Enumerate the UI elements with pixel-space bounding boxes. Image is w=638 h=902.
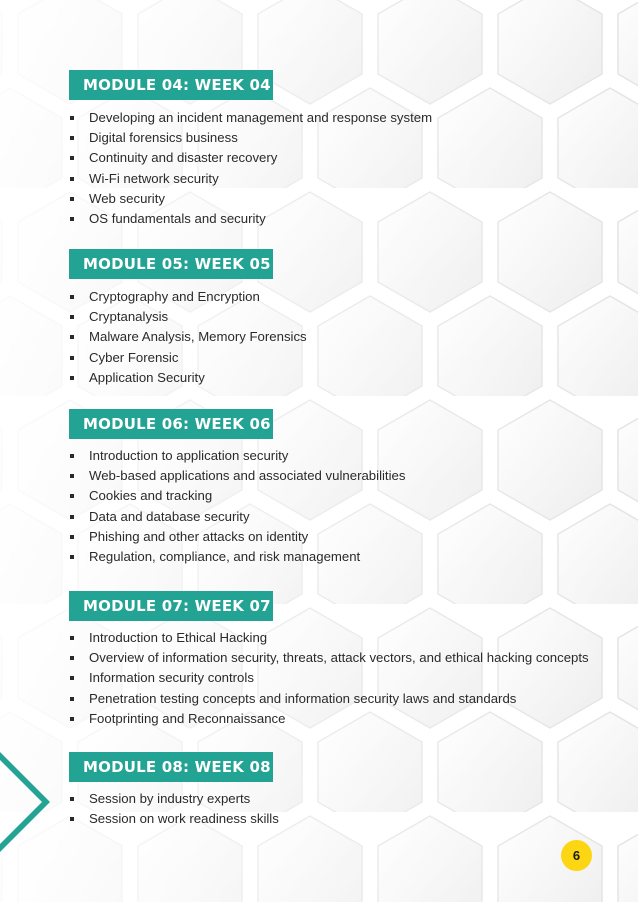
bullet-icon: [70, 116, 74, 120]
list-item: Phishing and other attacks on identity: [70, 527, 405, 547]
bullet-icon: [70, 335, 74, 339]
module-07-header: MODULE 07: WEEK 07: [69, 591, 273, 621]
list-item: Information security controls: [70, 668, 589, 688]
list-item: Data and database security: [70, 507, 405, 527]
list-item: Digital forensics business: [70, 128, 432, 148]
list-item: Session by industry experts: [70, 789, 279, 809]
bullet-icon: [70, 136, 74, 140]
list-item: Introduction to Ethical Hacking: [70, 628, 589, 648]
bullet-icon: [70, 376, 74, 380]
list-item: Web security: [70, 189, 432, 209]
list-item: Malware Analysis, Memory Forensics: [70, 327, 307, 347]
module-08-header: MODULE 08: WEEK 08: [69, 752, 273, 782]
list-item: Cryptography and Encryption: [70, 287, 307, 307]
module-06-header: MODULE 06: WEEK 06: [69, 409, 273, 439]
list-item: Cryptanalysis: [70, 307, 307, 327]
module-07-topic-list: [70, 628, 589, 729]
list-item: Cookies and tracking: [70, 486, 405, 506]
bullet-icon: [70, 177, 74, 181]
bullet-icon: [70, 535, 74, 539]
bullet-icon: [70, 817, 74, 821]
module-05-header: MODULE 05: WEEK 05: [69, 249, 273, 279]
list-item: Session on work readiness skills: [70, 809, 279, 829]
bullet-icon: [70, 656, 74, 660]
list-item: Penetration testing concepts and information security laws and standards: [70, 689, 589, 709]
bullet-icon: [70, 555, 74, 559]
page-number-badge: 6: [561, 840, 592, 871]
bullet-icon: [70, 494, 74, 498]
bullet-icon: [70, 454, 74, 458]
bullet-icon: [70, 717, 74, 721]
bullet-icon: [70, 515, 74, 519]
list-item: Regulation, compliance, and risk management: [70, 547, 405, 567]
list-item: Application Security: [70, 368, 307, 388]
bullet-icon: [70, 676, 74, 680]
module-08-topic-list: [70, 789, 279, 829]
bullet-icon: [70, 797, 74, 801]
module-06-topic-list: [70, 446, 405, 567]
chevron-right-icon: [0, 752, 60, 862]
list-item: Continuity and disaster recovery: [70, 148, 432, 168]
bullet-icon: [70, 636, 74, 640]
list-item: Wi-Fi network security: [70, 169, 432, 189]
bullet-icon: [70, 295, 74, 299]
list-item: Developing an incident management and response system: [70, 108, 432, 128]
list-item: Overview of information security, threats, attack vectors, and ethical hacking concepts: [70, 648, 589, 668]
bullet-icon: [70, 474, 74, 478]
bullet-icon: [70, 197, 74, 201]
list-item: Cyber Forensic: [70, 348, 307, 368]
list-item: Web-based applications and associated vulnerabilities: [70, 466, 405, 486]
module-04-header: MODULE 04: WEEK 04: [69, 70, 273, 100]
bullet-icon: [70, 156, 74, 160]
bullet-icon: [70, 356, 74, 360]
bullet-icon: [70, 697, 74, 701]
bullet-icon: [70, 217, 74, 221]
module-04-topic-list: [70, 108, 432, 229]
list-item: Introduction to application security: [70, 446, 405, 466]
list-item: Footprinting and Reconnaissance: [70, 709, 589, 729]
list-item: OS fundamentals and security: [70, 209, 432, 229]
module-05-topic-list: [70, 287, 307, 388]
bullet-icon: [70, 315, 74, 319]
